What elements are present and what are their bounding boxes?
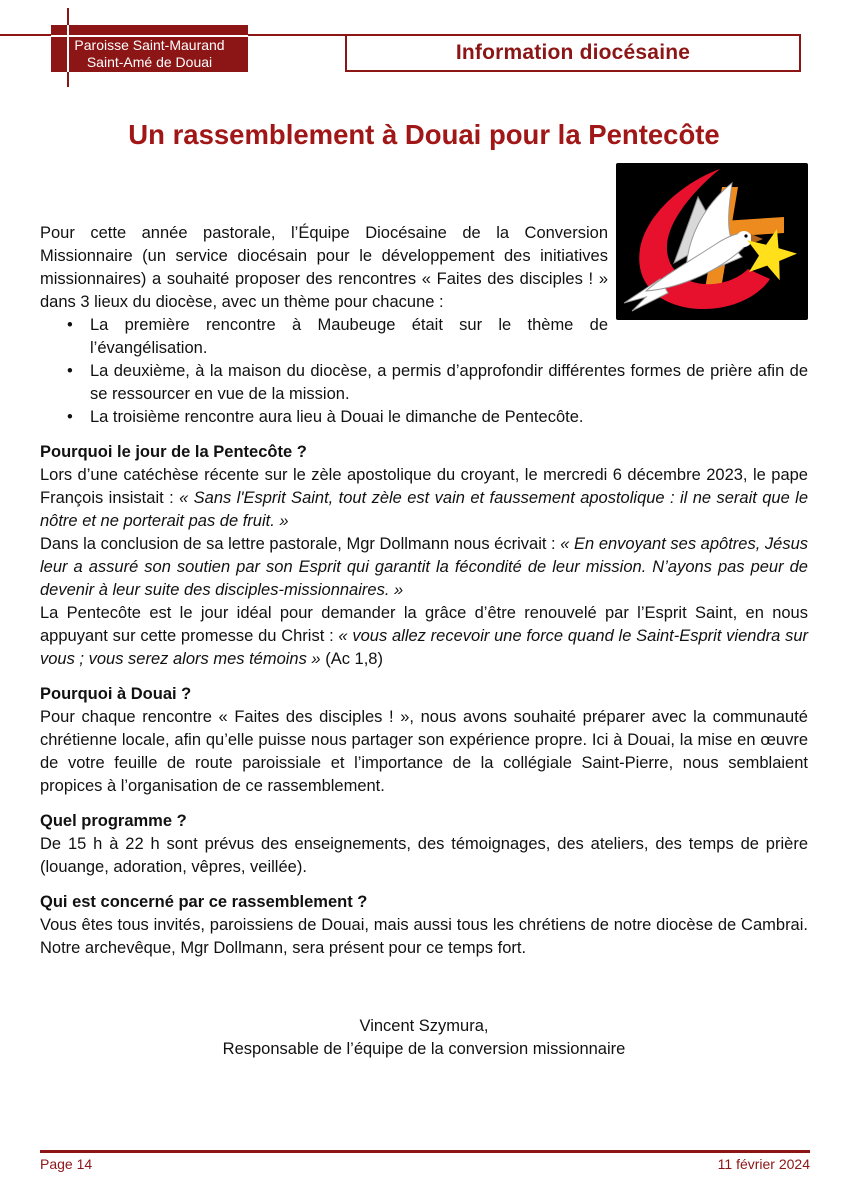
page-number: Page 14	[40, 1156, 93, 1172]
list-item-text: La troisième rencontre aura lieu à Douai le dimanche de Pentecôte.	[90, 408, 584, 426]
signature-role: Responsable de l’équipe de la conversion missionnaire	[222, 1040, 626, 1058]
list-item	[40, 360, 808, 406]
parish-banner	[51, 25, 248, 72]
bullet-list	[40, 314, 808, 429]
section-heading: Pourquoi le jour de la Pentecôte ?	[40, 443, 307, 461]
article-body	[40, 163, 808, 1061]
header-vertical-rule	[67, 8, 69, 25]
bullet-icon: •	[67, 362, 73, 380]
page-title: Un rassemblement à Douai pour la Pentecôte	[128, 119, 720, 150]
header-horizontal-rule	[248, 34, 345, 36]
section-heading: Qui est concerné par ce rassemblement ?	[40, 893, 368, 911]
list-item	[40, 406, 808, 429]
section-paragraph: Lors d’une catéchèse récente sur le zèle apostolique du croyant, le mercredi 6 décembre 2023, le pape François insistait : « Sans l'Esprit Saint, tout zèle est vain et faussement apostolique : il ne serait que le nôtre et ne porterait pas de fruit. »	[40, 466, 808, 530]
section-paragraph: Dans la conclusion de sa lettre pastorale, Mgr Dollmann nous écrivait : « En envoyant ses apôtres, Jésus leur a assuré son soutien par son Esprit qui garantit la fécondité de leur mission. N’ayons pas peur de devenir à leur suite des disciples-missionnaires. »	[40, 535, 808, 599]
section-paragraph: Pour chaque rencontre « Faites des disciples ! », nous avons souhaité préparer avec la communauté chrétienne locale, afin qu’elle puisse nous partager son expérience propre. Ici à Douai, la mise en œuvre de votre feuille de route paroissiale et l’importance de la collégiale Saint-Pierre, nous semblaient propices à l’organisation de ce rassemblement.	[40, 708, 808, 795]
bullet-icon: •	[67, 316, 73, 334]
info-banner	[345, 34, 801, 72]
section-paragraph: La Pentecôte est le jour idéal pour demander la grâce d’être renouvelé par l’Esprit Saint, en nous appuyant sur cette promesse du Christ : « vous allez recevoir une force quand le Saint-Esprit viendra sur vous ; vous serez alors mes témoins » (Ac 1,8)	[40, 604, 808, 668]
parish-name-line1: Paroisse Saint-Maurand	[74, 37, 225, 53]
intro-paragraph: Pour cette année pastorale, l’Équipe Diocésaine de la Conversion Missionnaire (un service diocésain pour le développement des initiatives missionnaires) a souhaité proposer des rencontres « Faites des disciples ! » dans 3 lieux du diocèse, avec un thème pour chacune :	[40, 224, 608, 311]
signature-name: Vincent Szymura,	[359, 1017, 489, 1035]
parish-name-line2: Saint-Amé de Douai	[86, 54, 213, 70]
dove-cross-star-logo	[616, 163, 808, 320]
footer	[40, 1156, 810, 1172]
logo-graphic	[616, 163, 808, 320]
footer-rule	[40, 1150, 810, 1153]
section-paragraph: Vous êtes tous invités, paroissiens de Douai, mais aussi tous les chrétiens de notre diocèse de Cambrai. Notre archevêque, Mgr Dollmann, sera présent pour ce temps fort.	[40, 916, 808, 957]
info-banner-label: Information diocésaine	[455, 41, 691, 64]
section-paragraph: De 15 h à 22 h sont prévus des enseignements, des témoignages, des ateliers, des temps de prière (louange, adoration, vêpres, veillée).	[40, 835, 808, 876]
list-item	[40, 314, 808, 360]
section-heading: Quel programme ?	[40, 812, 187, 830]
section-heading: Pourquoi à Douai ?	[40, 685, 192, 703]
header-vertical-rule	[67, 72, 69, 87]
signature-block	[40, 1015, 808, 1061]
footer-date: 11 février 2024	[717, 1156, 810, 1172]
header-horizontal-rule	[0, 34, 51, 36]
list-item-text: La deuxième, à la maison du diocèse, a permis d’approfondir différentes formes de prière afin de se ressourcer en vue de la mission.	[90, 362, 808, 403]
list-item-text: La première rencontre à Maubeuge était sur le thème de l’évangélisation.	[90, 316, 608, 357]
bullet-icon: •	[67, 408, 73, 426]
